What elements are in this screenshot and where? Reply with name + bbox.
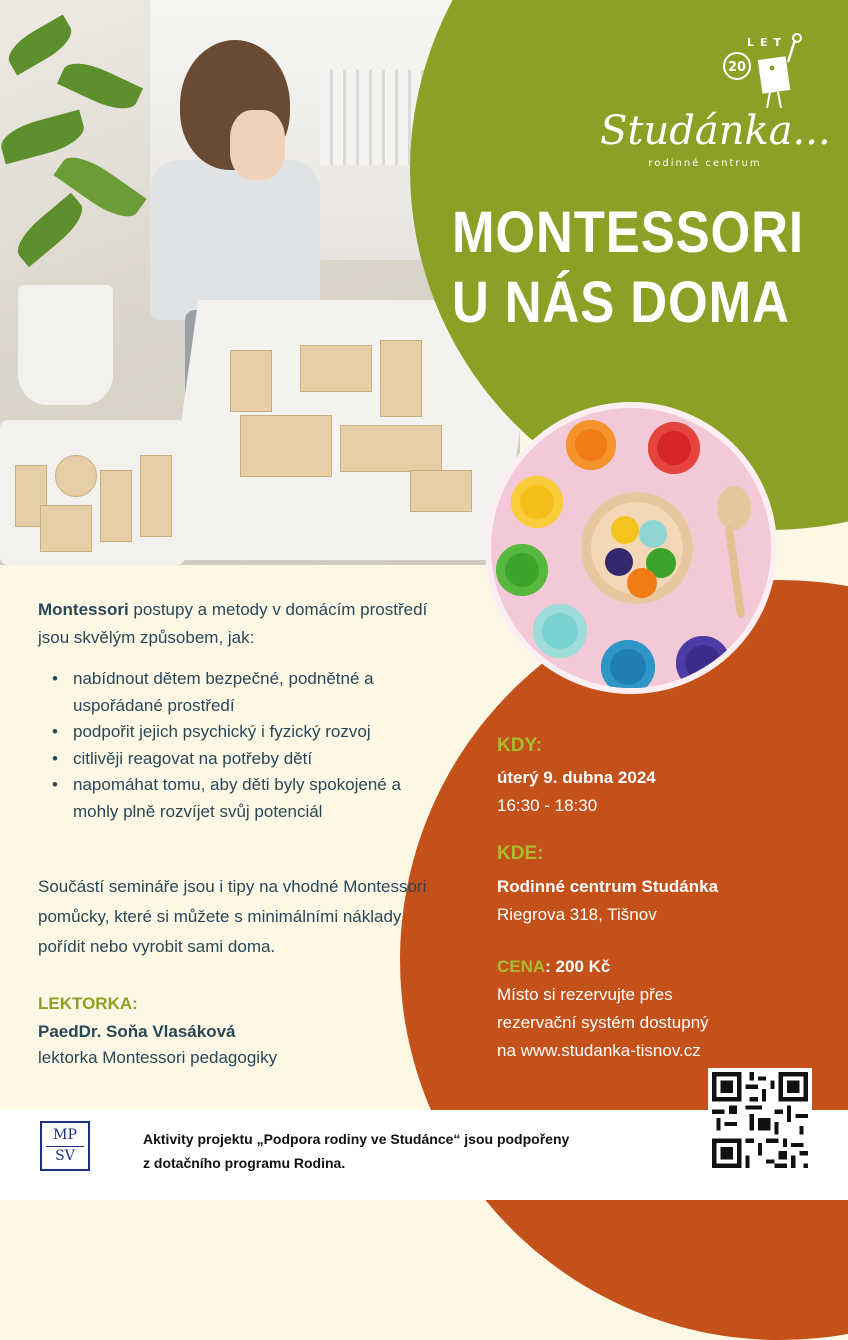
lecturer-role: lektorka Montessori pedagogiky xyxy=(38,1048,278,1067)
red-bowl xyxy=(648,422,700,474)
bowls-photo xyxy=(485,402,777,694)
orange-ball xyxy=(627,568,657,598)
wooden-spoon-head xyxy=(717,486,751,530)
lecturer-name: PaedDr. Soňa Vlasáková xyxy=(38,1022,236,1041)
wood-block xyxy=(410,470,472,512)
benefit-list xyxy=(52,666,442,825)
mint-ball xyxy=(639,520,667,548)
wood-block xyxy=(240,415,332,477)
child-face xyxy=(230,110,285,180)
title-line-1: MONTESSORI xyxy=(452,200,804,265)
wood-block xyxy=(300,345,372,392)
title-line-2: U NÁS DOMA xyxy=(452,270,790,335)
wood-block xyxy=(380,340,422,417)
list-item: • nabídnout dětem bezpečné, podnětné a uspořádané prostředí xyxy=(52,666,442,719)
price-line xyxy=(497,957,610,977)
orange-circle-background xyxy=(400,580,848,1340)
yellow-ball xyxy=(611,516,639,544)
mpsv-logo xyxy=(40,1121,90,1171)
yellow-bowl xyxy=(511,476,563,528)
studanka-logo xyxy=(600,30,830,170)
reservation-line-2: rezervační systém dostupný xyxy=(497,1013,709,1032)
tips-paragraph: Součástí semináře jsou i tipy na vhodné Montessori pomůcky, které si můžete s minimálními náklady pořídit nebo vyrobit sami doma. xyxy=(38,877,427,956)
venue-name: Rodinné centrum Studánka xyxy=(497,877,719,896)
event-title xyxy=(452,198,804,338)
purple-ball xyxy=(605,548,633,576)
funding-line-1: Aktivity projektu „Podpora rodiny ve Studánce“ jsou podpořeny xyxy=(143,1131,570,1147)
plant-leaf xyxy=(10,193,91,267)
event-time: 16:30 - 18:30 xyxy=(497,796,598,815)
list-item: • podpořit jejich psychický i fyzický rozvoj xyxy=(52,719,442,746)
event-date: úterý 9. dubna 2024 xyxy=(497,768,656,787)
reservation-line-1: Místo si rezervujte přes xyxy=(497,985,673,1004)
child-shirt xyxy=(150,160,320,320)
funding-line-2: z dotačního programu Rodina. xyxy=(143,1155,346,1171)
list-item: • napomáhat tomu, aby děti byly spokojené a mohly plně rozvíjet svůj potenciál xyxy=(52,772,442,825)
qr-code-icon[interactable] xyxy=(708,1068,812,1172)
venue-address: Riegrova 318, Tišnov xyxy=(497,905,657,924)
wood-block xyxy=(340,425,442,472)
price-heading: CENA xyxy=(497,957,546,976)
where-heading: KDE: xyxy=(497,843,544,864)
purple-bowl xyxy=(676,636,730,690)
mint-bowl xyxy=(533,604,587,658)
plant-leaf xyxy=(57,55,143,118)
plant-leaf xyxy=(0,110,88,165)
funding-note xyxy=(143,1127,663,1175)
list-item: • citlivěji reagovat na potřeby dětí xyxy=(52,746,442,773)
intro-bold: Montessori xyxy=(38,600,129,619)
price-value: : 200 Kč xyxy=(545,957,611,976)
lecturer-heading: LEKTORKA: xyxy=(38,994,138,1013)
blue-bowl xyxy=(601,640,655,694)
badge-number: 20 xyxy=(727,60,747,75)
wood-block xyxy=(230,350,272,412)
badge-text: LET xyxy=(747,36,788,49)
intro-paragraph xyxy=(38,596,438,652)
orange-bowl xyxy=(566,420,616,470)
wood-block xyxy=(55,455,97,497)
logo-mark-icon xyxy=(715,30,805,110)
logo-subtitle: rodinné centrum xyxy=(648,158,762,169)
wood-block xyxy=(40,505,92,552)
mpsv-logo-top: MP xyxy=(53,1127,77,1143)
green-bowl xyxy=(496,544,548,596)
wood-block xyxy=(140,455,172,537)
mpsv-logo-bottom: SV xyxy=(55,1148,75,1164)
wood-block xyxy=(100,470,132,542)
when-heading: KDY: xyxy=(497,735,543,756)
logo-title: Studánka... xyxy=(600,108,831,154)
intro-text: postupy a metody v domácím prostředí jsou skvělým způsobem, jak: xyxy=(38,600,428,647)
plant-pot xyxy=(18,285,113,405)
reservation-link[interactable]: na www.studanka-tisnov.cz xyxy=(497,1041,701,1060)
wooden-spoon-handle xyxy=(725,526,746,618)
